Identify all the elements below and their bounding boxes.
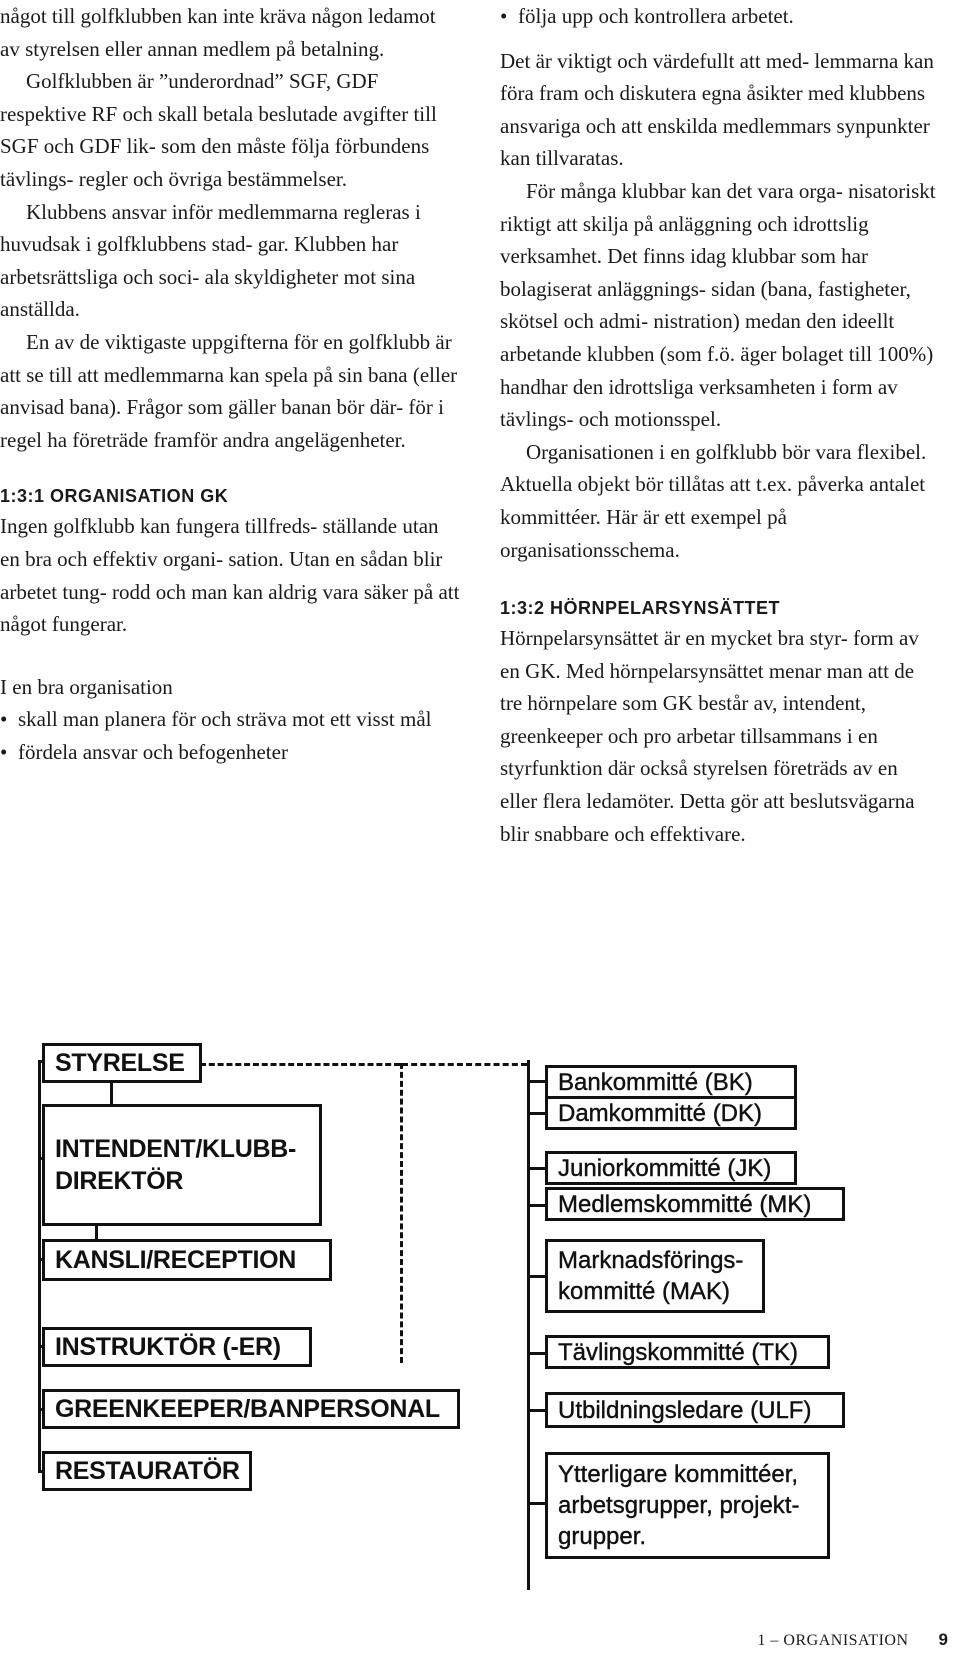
dashed-connector: [200, 1063, 400, 1066]
org-box-ytterligare: Ytterligare kommittéer, arbetsgrupper, projekt- grupper.: [545, 1452, 830, 1559]
connector-tick: [527, 1275, 545, 1278]
dashed-connector: [400, 1063, 403, 1363]
left-column: [0, 0, 460, 768]
org-box-greenkeeper: GREENKEEPER/BANPERSONAL: [42, 1389, 460, 1429]
dashed-connector: [402, 1063, 527, 1066]
right-column: [500, 0, 940, 850]
paragraph: Klubbens ansvar inför medlemmarna regleras i huvudsak i golfklubbens stad- gar. Klubben har arbetsrättsliga och soci- ala skyldigheter mot sina anställda.: [0, 199, 421, 322]
org-box-intendent: INTENDENT/KLUBB- DIREKTÖR: [42, 1104, 322, 1226]
org-box-medlemskommitte: Medlemskommitté (MK): [545, 1187, 845, 1221]
page-footer: [757, 1630, 948, 1650]
paragraph: Golfklubben är ”underordnad” SGF, GDF respektive RF och skall betala beslutade avgifter till SGF och GDF lik- som den måste följa förbundens tävlings- regler och övriga bestämmelser.: [0, 69, 437, 191]
org-box-kansli: KANSLI/RECEPTION: [42, 1239, 332, 1281]
bullet-icon: •: [500, 4, 508, 28]
page-number: 9: [938, 1630, 948, 1649]
org-box-damkommitte: Damkommitté (DK): [545, 1096, 797, 1130]
org-box-bankommitte: Bankommitté (BK): [545, 1065, 797, 1099]
org-box-tavlingskommitte: Tävlingskommitté (TK): [545, 1335, 830, 1369]
org-box-marknadsforing: Marknadsförings- kommitté (MAK): [545, 1239, 765, 1313]
connector-tick: [527, 1352, 545, 1355]
bullet-item: • skall man planera för och sträva mot ett visst mål: [0, 703, 460, 736]
paragraph: Organisationen i en golfklubb bör vara flexibel. Aktuella objekt bör tillåtas att t.ex. påverka antalet kommittéer. Här är ett exempel på organisationsschema.: [500, 439, 927, 562]
paragraph: I en bra organisation: [0, 674, 173, 699]
vertical-connector: [110, 1080, 113, 1107]
org-box-juniorkommitte: Juniorkommitté (JK): [545, 1151, 797, 1185]
connector-tick: [527, 1167, 545, 1170]
org-box-styrelse: STYRELSE: [42, 1043, 202, 1083]
paragraph: För många klubbar kan det vara orga- nisatoriskt riktigt att skilja på anläggning och idrottslig verksamhet. Det finns idag klubbar som har bolagiserat anläggnings- sidan (bana, fastigheter, skötsel och admi- nistration) medan den ideellt arbetande klubben (som f.ö. äger bolaget till 100%) handhar den idrottsliga verksamheten i form av tävlings- och motionsspel.: [500, 178, 936, 432]
section-heading: 1:3:2 HÖRNPELARSYNSÄTTET: [500, 598, 781, 619]
paragraph: En av de viktigaste uppgifterna för en golfklubb är att se till att medlemmarna kan spela på sin bana (eller anvisad bana). Frågor som gäller banan bör där- för i regel ha företräde framför andra angelägenheter.: [0, 329, 458, 452]
connector-tick: [527, 1204, 545, 1207]
bullet-item: • fördela ansvar och befogenheter: [0, 736, 460, 769]
section-heading: 1:3:1 ORGANISATION GK: [0, 486, 229, 507]
connector-tick: [527, 1080, 545, 1083]
org-box-instruktor: INSTRUKTÖR (-ER): [42, 1327, 312, 1367]
bullet-item: • följa upp och kontrollera arbetet.: [500, 0, 940, 33]
footer-section: 1 – ORGANISATION: [757, 1632, 909, 1649]
paragraph: Hörnpelarsynsättet är en mycket bra styr- form av en GK. Med hörnpelarsynsättet menar man att de tre hörnpelare som GK består av, intendent, greenkeeper och pro arbetar tillsammans i en styrfunktion där också styrelsen företräds av en eller flera ledamöter. Detta gör att beslutsvägarna blir snabbare och effektivare.: [500, 626, 919, 846]
connector-tick: [527, 1112, 545, 1115]
connector-tick: [527, 1502, 545, 1505]
right-connector-line: [527, 1060, 530, 1590]
connector-tick: [527, 1409, 545, 1412]
org-box-restaurator: RESTAURATÖR: [42, 1451, 252, 1491]
org-box-utbildningsledare: Utbildningsledare (ULF): [545, 1392, 845, 1428]
bullet-icon: •: [0, 739, 8, 764]
paragraph: Det är viktigt och värdefullt att med- lemmarna kan föra fram och diskutera egna åsikter med klubbens ansvariga och att enskilda medlemmars synpunkter kan tillvaratas.: [500, 48, 934, 171]
paragraph: något till golfklubben kan inte kräva någon ledamot av styrelsen eller annan medlem på betalning.: [0, 4, 436, 61]
bullet-icon: •: [0, 707, 8, 732]
paragraph: Ingen golfklubb kan fungera tillfreds- ställande utan en bra och effektiv organi- sation. Utan en sådan blir arbetet tung- rodd och man kan aldrig vara säker på att något fungerar.: [0, 514, 460, 637]
